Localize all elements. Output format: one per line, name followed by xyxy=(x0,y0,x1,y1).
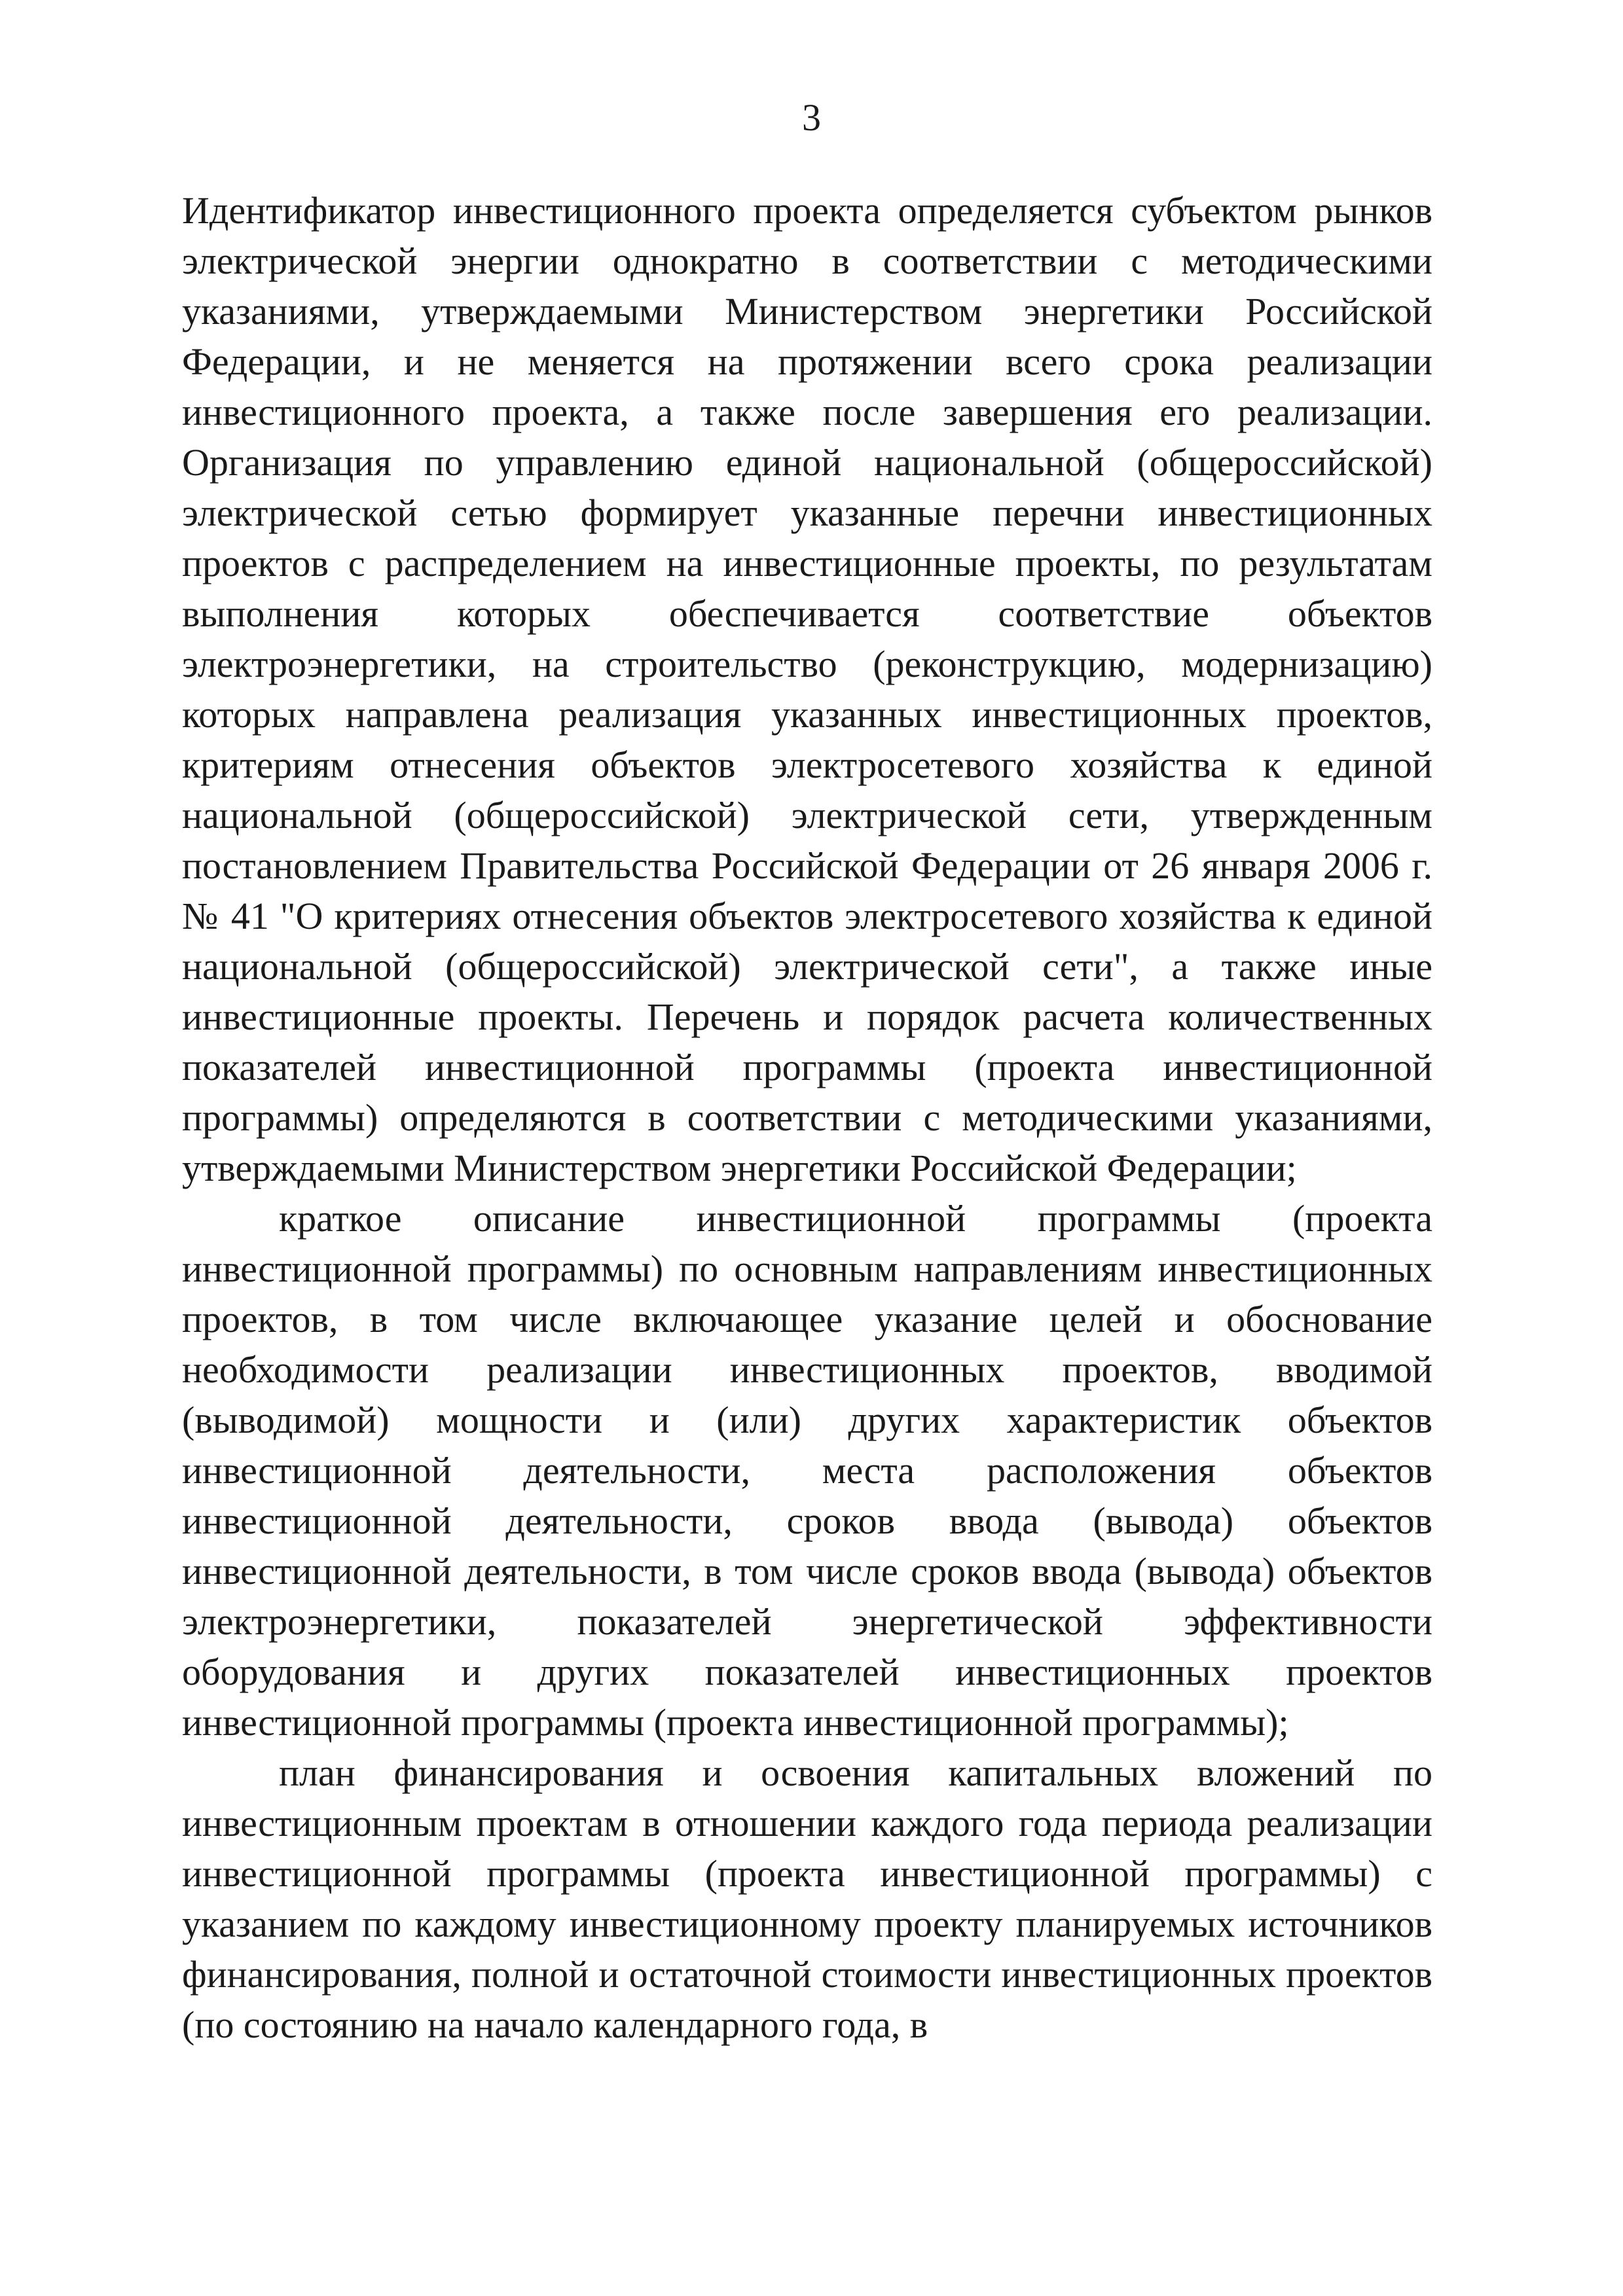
paragraph-financing-plan: план финансирования и освоения капитальных вложений по инвестиционным проектам в отношении каждого года периода реализации инвестиционной программы (проекта инвестиционной программы) с указанием по каждому инвестиционному проекту планируемых источников финансирования, полной и остаточной стоимости инвестиционных проектов (по состоянию на начало календарного года, в xyxy=(182,1751,1432,2046)
paragraph-investment-project-identifier: Идентификатор инвестиционного проекта определяется субъектом рынков электрической энергии однократно в соответствии с методическими указаниями, утверждаемыми Министерством энергетики Российской Федерации, и не меняется на протяжении всего срока реализации инвестиционного проекта, а также после завершения его реализации. Организация по управлению единой национальной (общероссийской) электрической сетью формирует указанные перечни инвестиционных проектов с распределением на инвестиционные проекты, по результатам выполнения которых обеспечивается соответствие объектов электроэнергетики, на строительство (реконструкцию, модернизацию) которых направлена реализация указанных инвестиционных проектов, критериям отнесения объектов электросетевого хозяйства к единой национальной (общероссийской) электрической сети, утвержденным постановлением Правительства Российской Федерации от 26 января 2006 г. № 41 "О критериях отнесения объектов электросетевого хозяйства к единой национальной (общероссийской) электрической сети", а также иные инвестиционные проекты. Перечень и порядок расчета количественных показателей инвестиционной программы (проекта инвестиционной программы) определяются в соответствии с методическими указаниями, утверждаемыми Министерством энергетики Российской Федерации; xyxy=(182,189,1432,1189)
document-body xyxy=(182,185,1432,2050)
paragraph-program-brief-description: краткое описание инвестиционной программы (проекта инвестиционной программы) по основным направлениям инвестиционных проектов, в том числе включающее указание целей и обоснование необходимости реализации инвестиционных проектов, вводимой (выводимой) мощности и (или) других характеристик объектов инвестиционной деятельности, места расположения объектов инвестиционной деятельности, сроков ввода (вывода) объектов инвестиционной деятельности, в том числе сроков ввода (вывода) объектов электроэнергетики, показателей энергетической эффективности оборудования и других показателей инвестиционных проектов инвестиционной программы (проекта инвестиционной программы); xyxy=(182,1197,1432,1744)
page-number: 3 xyxy=(802,96,821,139)
